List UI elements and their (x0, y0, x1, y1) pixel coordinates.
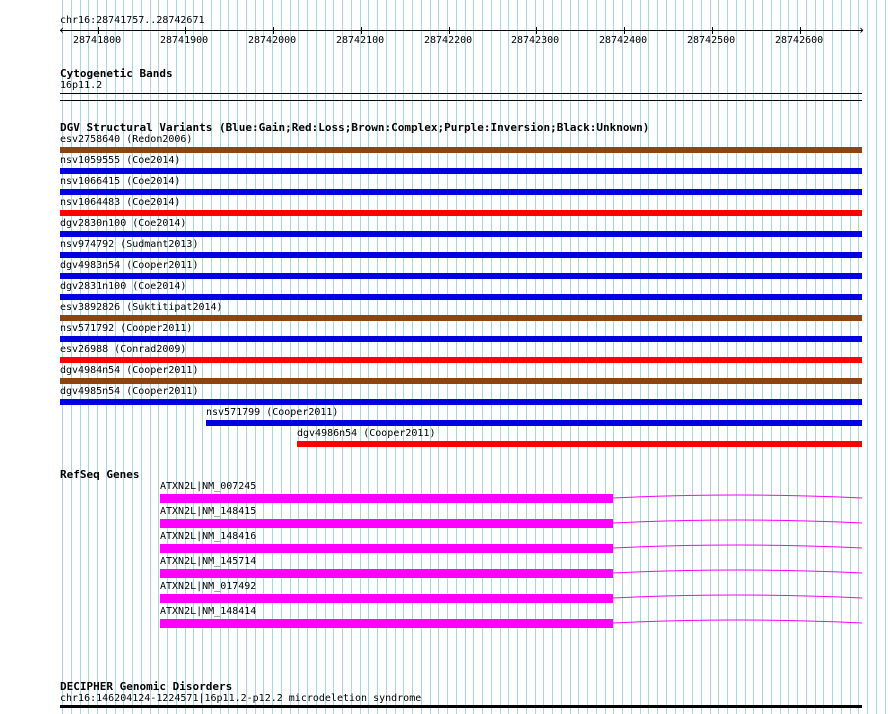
dgv-variant-label[interactable]: nsv571792 (Cooper2011) (60, 323, 193, 334)
decipher-track-title: DECIPHER Genomic Disorders (60, 680, 233, 693)
refseq-intron-line[interactable] (613, 543, 862, 553)
dgv-variant-label[interactable]: esv26988 (Conrad2009) (60, 344, 187, 355)
dgv-variant-label[interactable]: nsv1066415 (Coe2014) (60, 176, 181, 187)
cytoband-label: 16p11.2 (60, 80, 103, 91)
refseq-exon-block[interactable] (160, 544, 613, 553)
dgv-variant-label[interactable]: dgv2830n100 (Coe2014) (60, 218, 187, 229)
dgv-variant-bar[interactable] (60, 273, 862, 279)
dgv-variant-label[interactable]: dgv4984n54 (Cooper2011) (60, 365, 199, 376)
refseq-track-title: RefSeq Genes (60, 468, 140, 481)
refseq-gene-label[interactable]: ATXN2L|NM_007245 (160, 481, 257, 492)
cytoband-bar-bottom (60, 100, 862, 101)
dgv-variant-label[interactable]: dgv2831n100 (Coe2014) (60, 281, 187, 292)
ruler-tick-label: 28742300 (511, 35, 560, 46)
refseq-exon-block[interactable] (160, 569, 613, 578)
grid-line (876, 0, 877, 714)
refseq-gene-label[interactable]: ATXN2L|NM_017492 (160, 581, 257, 592)
dgv-variant-bar[interactable] (60, 189, 862, 195)
dgv-variant-label[interactable]: dgv4985n54 (Cooper2011) (60, 386, 199, 397)
dgv-variant-bar[interactable] (60, 210, 862, 216)
refseq-intron-line[interactable] (613, 568, 862, 578)
ruler-tick (449, 27, 450, 34)
dgv-variant-bar[interactable] (60, 378, 862, 384)
dgv-variant-bar[interactable] (206, 420, 862, 426)
dgv-variant-label[interactable]: nsv571799 (Cooper2011) (206, 407, 339, 418)
ruler-tick-label: 28742500 (687, 35, 736, 46)
refseq-exon-block[interactable] (160, 619, 613, 628)
dgv-variant-label[interactable]: esv2758640 (Redon2006) (60, 134, 193, 145)
dgv-variant-bar[interactable] (60, 252, 862, 258)
refseq-exon-block[interactable] (160, 519, 613, 528)
cytobands-track-title: Cytogenetic Bands (60, 67, 173, 80)
decipher-feature-bar[interactable] (60, 705, 862, 708)
refseq-intron-line[interactable] (613, 518, 862, 528)
refseq-exon-block[interactable] (160, 594, 613, 603)
refseq-exon-block[interactable] (160, 494, 613, 503)
ruler-tick-label: 28742600 (775, 35, 824, 46)
refseq-intron-line[interactable] (613, 493, 862, 503)
refseq-gene-label[interactable]: ATXN2L|NM_145714 (160, 556, 257, 567)
ruler-tick-label: 28742200 (424, 35, 473, 46)
ruler-tick-label: 28742000 (248, 35, 297, 46)
ruler-tick (273, 27, 274, 34)
dgv-track-title: DGV Structural Variants (Blue:Gain;Red:Loss;Brown:Complex;Purple:Inversion;Black:Unknown) (60, 121, 650, 134)
ruler-tick (98, 27, 99, 34)
refseq-intron-line[interactable] (613, 593, 862, 603)
ruler-tick (536, 27, 537, 34)
dgv-variant-bar[interactable] (60, 294, 862, 300)
dgv-variant-bar[interactable] (60, 357, 862, 363)
dgv-variant-bar[interactable] (60, 231, 862, 237)
dgv-variant-label[interactable]: dgv4986n54 (Cooper2011) (297, 428, 436, 439)
cytoband-bar-top (60, 93, 862, 94)
ruler-arrow-right[interactable]: › (858, 23, 866, 37)
refseq-intron-line[interactable] (613, 618, 862, 628)
refseq-gene-label[interactable]: ATXN2L|NM_148414 (160, 606, 257, 617)
dgv-variant-label[interactable]: nsv1059555 (Coe2014) (60, 155, 181, 166)
dgv-variant-bar[interactable] (60, 399, 862, 405)
dgv-variant-label[interactable]: dgv4983n54 (Cooper2011) (60, 260, 199, 271)
dgv-variant-label[interactable]: esv3892826 (Suktitipat2014) (60, 302, 223, 313)
dgv-variant-bar[interactable] (60, 315, 862, 321)
dgv-variant-label[interactable]: nsv974792 (Sudmant2013) (60, 239, 199, 250)
grid-line (885, 0, 886, 714)
dgv-variant-bar[interactable] (297, 441, 862, 447)
grid-line (867, 0, 868, 714)
dgv-variant-bar[interactable] (60, 336, 862, 342)
ruler-tick (712, 27, 713, 34)
dgv-variant-bar[interactable] (60, 168, 862, 174)
ruler-tick-label: 28741800 (73, 35, 122, 46)
ruler-arrow-left[interactable]: ‹ (58, 23, 66, 37)
refseq-gene-label[interactable]: ATXN2L|NM_148415 (160, 506, 257, 517)
dgv-variant-label[interactable]: nsv1064483 (Coe2014) (60, 197, 181, 208)
ruler-tick-label: 28742100 (336, 35, 385, 46)
ruler-axis (60, 30, 862, 31)
refseq-gene-label[interactable]: ATXN2L|NM_148416 (160, 531, 257, 542)
dgv-variant-bar[interactable] (60, 147, 862, 153)
ruler-tick (185, 27, 186, 34)
ruler-tick (624, 27, 625, 34)
ruler-tick-label: 28741900 (160, 35, 209, 46)
ruler-tick (800, 27, 801, 34)
region-label: chr16:28741757..28742671 (60, 15, 205, 26)
ruler-tick (361, 27, 362, 34)
ruler-tick-label: 28742400 (599, 35, 648, 46)
decipher-feature-label[interactable]: chr16:146204124-1224571|16p11.2-p12.2 microdeletion syndrome (60, 693, 422, 704)
